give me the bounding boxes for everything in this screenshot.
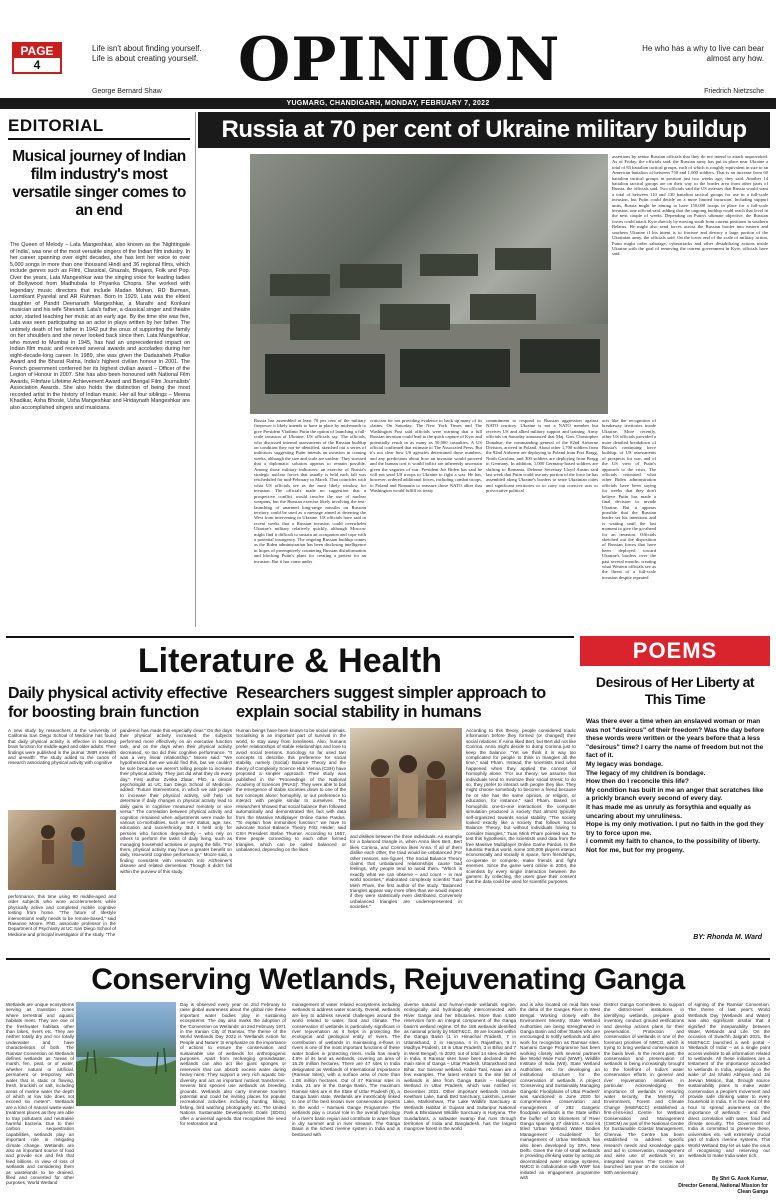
wetlands-col-2: Day is observed every year on 2nd February to raise global awareness about the global role these important water bodies play in sustaining ecosystems. The day also marks the adoption of the 'Convention on Wetlands' on 2nd February 1971 in the Iranian City of Ramsar. The theme of the World Wetlands Day 2022 is 'Wetlands Action for People and Nature' to emphasize on the importance of actions to ensure the conservation and sustainable use of wetlands for anthropogenic purposes. Apart from recharging groundwater, wetlands can also act like giant sponges or reservoirs that can absorb excess water during heavy rains. They support a very rich aquatic bio-diversity and act as important nutrient transformer. Several bird species use wetlands as breeding grounds. Wetlands also carry immense tourism potential and could be inviting places for popular recreational activities including hunting, hiking, fishing, bird watching photography etc. The United Nations Sustainable Development Goals (SDGs) offer a universal agenda that recognizes the need for restoration and bbox=[180, 1002, 286, 1126]
editorial-section-label: EDITORIAL bbox=[8, 116, 104, 135]
wetlands-headline: Conserving Wetlands, Rejuvenating Ganga bbox=[91, 963, 685, 996]
poems-box bbox=[580, 636, 770, 952]
lead-col-4-text: acts like the recognition of breakaway territories inside Ukraine. More recently, other US officials provided a more detailed breakdown of Russia's continuing force buildup, of US assessments of prospects for war, and of the US view of Putin's approach to the crisis. The officials reiterated what other Biden administration officials have been saying for weeks that they don't believe Putin has made a final decision to invade Ukraine. But it appears possible that the Russian leader set his intentions and is waiting until the last moment to give the go-ahead for an invasion. Officials sketched out the disposition of Russian forces that have been deployed toward Ukraine's borders over the past several months, creating what Western officials see as the threat of a full-scale invasion despite repeated bbox=[602, 418, 656, 580]
left-quote-line-1: Life isn't about finding yourself. bbox=[92, 44, 202, 53]
social-photo bbox=[350, 728, 462, 830]
lead-col-5-text: assertions by senior Russian officials that they do not intend to attack unprovoked. As of Friday, the officials said, the Russian army has put in place near Ukraine a total of 83 battalion tactical groups, each of which is roughly equivalent in size to an American battalion of between 750 and 1,000 soldiers. That is an increase from 60 battalion tactical groups in position just two weeks ago, they said. Another 14 battalion tactical groups are on their way to the border area from other parts of Russia, the officials said. Two officials said the US assesses that Russia would want a total of between 110 and 130 battalion tactical groups for use in a full-scale invasion, but Putin could decide on a more limited incursion. Including support units, Russia might be aiming to have 150,000 troops in place for a full-scale invasion, one official said, adding that the ongoing buildup could reach that level in the next couple of weeks. Depending on Putin's ultimate objective, the Russian forces could attack Kyiv directly by moving south from current positions in southern Belarus. He might also send forces across the Russian border into eastern and southern Ukraine if his intent is to fracture and destroy a large portion of the Ukrainian army, the officials said. On the lower end of the scale of military action, Putin might order sabotage, cyberattacks and other destabilizing actions inside Ukraine with the goal of removing the current government in Kyiv, officials have said. bbox=[612, 154, 768, 257]
right-quote-line-1: He who has a why to live can bear bbox=[642, 44, 764, 53]
poems-header bbox=[580, 636, 770, 666]
lead-col-2-text: criticism for not providing evidence to back up many of its claims. On Saturday, The New York Times and The Washington Post said officials were warning that a full Russian invasion could lead to the quick capture of Kyiv and potentially result in as many as 50,000 casualties. A US official confirmed that estimate to The Associated Press. But it's not clear how US agencies determined those numbers, and any predictions about how an invasion would proceed and the human cost it would inflict are inherently uncertain given the vagaries of war. President Joe Biden has said he will not send US troops to Ukraine to fight a war. He has, however, ordered additional forces, including combat troops, to Poland and Romania to reassure those NATO allies that Washington would fulfill its treaty bbox=[370, 418, 482, 494]
lead-story bbox=[198, 112, 770, 630]
masthead bbox=[0, 0, 776, 106]
wetlands-byline-2: Director General, National Mission for Clean Ganga bbox=[678, 1183, 768, 1195]
activity-col-2: pandemic has made this especially clear." On the days their physical activity increased, the subjects performed more effectively on an executive function task, and on the days when their physical activity decreased, so too did their cognitive performance. "It was a very linear relationship," Moore said. "We hypothesized that we would find this, but we couldn't be sure because we weren't telling people to increase their physical activity. They just did what they do every day." First author Zvinka Zlatar, PhD, a clinical psychologist at UC San Diego School of Medicine, added: "Future interventions, in which we ask people to increase their physical activity, will help us determine if daily changes in physical activity lead to daily gains in cognitive measured remotely or vice versa." The correlation between physical activity and cognition remained when adjustments were made for various co-morbidities, such as HIV status, age, sex, education and race/ethnicity. But it held only for persons who function dependently – who rely on others to perform the tasks of daily living, such as managing household activities or paying the bills. "For them, physical activity may have a greater benefit on daily, real-world cognitive performance," Moore said, a finding consistent with research into Alzheimer's disease and related dementias. Though it didn't fall within the purview of this study. bbox=[120, 728, 232, 874]
poem-line: My legacy was bondage. bbox=[586, 760, 663, 768]
dateline-bar bbox=[0, 98, 776, 109]
page-number-box bbox=[12, 42, 62, 74]
social-col-2: and dislikes between the three individuals. An example for a balanced triangle is, when Anna likes Bert, Bert likes Corinna, and Corinna likes Anna. If all of them dislike each other, the triad would be unbalanced (For other reasons, see figure). The Social Balance Theory claims that unbalanced relationships cause bad feelings, why people tend to avoid them. "Which is exactly what we can observe – and count – in real world societies," elaborated complexity scientist Tuan Minh Pham, the first author of the study. "Balanced triangles appear way more often than we would expect if they were statistically even distributed. Conversely unbalanced triangles are underrepresented in societies." bbox=[350, 834, 462, 910]
poem-line: Hope is my only motivation. I put no faith in the god they try to force upon me. bbox=[586, 821, 764, 837]
wetlands-col-1: Wetlands are unique ecosystems serving as transition zones where terrestrial and aquatic habitats meet. They are one of the freshwater habitats other than lakes, rivers etc. They are neither totally dry and nor totally underwater and have characteristics of both. The Ramsar Convention on Wetlands defines wetlands as "areas of marsh, fen, peat, or of water, whether natural or artificial, permanent or temporary with water that is static or flowing, fresh, brackish or salt, including areas of marine water the depth of which at low tide does not exceed six meters". Wetlands are a kind of natural waste-water treatment places as they are able to trap pollutants and neutralise harmful bacteria. Due to their carbon sequestration capabilities, wetlands play an important role in mitigating climate change. Wetlands are also an important source of food and provide rice and fish that feed billions. In view of loss of wetlands and considering them as wastelands to be drained, filled and converted for other purposes, World Wetland bbox=[6, 1002, 74, 1186]
poem-body bbox=[586, 718, 766, 856]
editorial-column bbox=[6, 112, 192, 632]
social-col-3: According to this theory, people considered triadic information before they formed (or changed) their social relations: If Anna liked Bert, but Bert did not like Corinna, Anna might decide to dump Corinna just to keep the balance. "Yet we think it is way too complicated for people to think in triangles all the time," said Pham. Instead, the scientists tried what happened when they applied the concept of homophily alone. "For our theory, we assume that individuals tend to minimize their social stress: to do so, they prefer to interact with people they like. They might choose somebody to become a friend because he or she has the same opinion, or religion, or education, for instance," said Pham. Based on homophilic one-to-one interactions, the computer simulation produced a society that almost typically self-organized towards social stability. "The society looked exactly like a society that follows Social Balance Theory, but without individuals having to consider triangles," Tuan Minh Pham pointed out. To test this hypothesis, the scientists used data from the free Massive Multiplayer Online Game Pardus. In the futuristic Pardus world, some 100,000 players interact economically and socially in space, form friendships, co-operate or compete, make friends and fight enemies. Since the game went online in 2004, the scientists by every single interaction between the gamers; by collecting, the users gave their consent that the data could be used for scientific purposes. bbox=[466, 728, 576, 885]
article-activity bbox=[6, 684, 232, 954]
right-quote-author: Friedrich Nietzsche bbox=[704, 88, 764, 95]
left-quote-author: George Bernard Shaw bbox=[92, 88, 162, 95]
activity-headline: Daily physical activity effective for boosting brain function bbox=[8, 685, 228, 721]
page-title: OPINION bbox=[238, 25, 561, 95]
wetlands-col-5: and is also located on mud flats near the delta of the Ganges River in West Bengal. Working closely with the Environment Ministry, State Wetland Authorities are being strengthened in Ganga Basin and other States who are encouraged to notify wetlands and also work for recognition as Ramsar sites. Namami Gange Programme has been working closely with several partners like World Wide Fund (WWF), Wildlife Institute of India (WII), State Wetland Authorities etc. for developing an institutional structure for the conservation of wetlands. A project 'Conserving and Sustainably Managing Gangetic Floodplains of Uttar Pradesh' was sanctioned in June 2020 for comprehensive conservation and management of 282 Gangetic floodplain wetlands in the State within the buffer of 10 kilometers of River Ganga spanning 27 districts. A tool kit titled 'Urban Wetland Water Bodies Management Guidelines' for management of Urban Wetlands has also been developed by SPA, New Delhi. Given the role of small wetlands in providing drinking water by acting as decentralized water storage systems, NMCG in collaboration with WWF has initiated an engagement programme with bbox=[520, 1002, 600, 1180]
activity-col-1: A new study by researchers at the University of California San Diego School of Medicine has found that daily physical activity is effective in boosting brain function for middle-aged and older adults. Their findings were published in the journal 'JMIR mHealth and uHealth'. The study added to the canon of research associating physical activity with cognitive bbox=[8, 728, 116, 766]
poem-line: Was there ever a time when an enslaved woman or man was not "desirous" of their freedom? Was the day before these words were written or the years before that a less "desirous" time? I carry the name of freedom but not the fact of it. bbox=[586, 718, 765, 760]
poem-line: The legacy of my children is bondage. bbox=[586, 769, 706, 777]
group-photo-illustration bbox=[350, 728, 462, 830]
editorial-headline: Musical journey of Indian film industry's most versatile singer comes to an end bbox=[12, 148, 186, 219]
lh-banner bbox=[6, 636, 574, 682]
runners-illustration bbox=[8, 810, 116, 890]
wetlands-article bbox=[6, 962, 770, 1200]
column-divider bbox=[195, 112, 196, 627]
dateline: YUGMARG, CHANDIGARH, MONDAY, FEBRUARY 7, 2022 bbox=[286, 100, 490, 107]
editorial-body: The Queen of Melody – Lata Mangeshkar, also known as the 'Nightingale of India', was one of the most versatile singers of the Indian film industry. In her career spanning over eight decades, she has lent her voice to over 5,000 songs in more than one thousand Hindi and 36 regional films, which include genres such as Filmi, Classical, Ghazals, Bhajans, Folk and Pop. Over the years, Lata Mangeshkar was the singing voice for leading ladies of Bollywood from Madhubala to Priyanka Chopra. She worked with legendary music directors that include Madan Mohan, RD Burman, Laxmikant Pyarelal and AR Rahman. Born in 1929, Lata was the eldest daughter of Pandit Deenanath Mangeshkar, a Marathi and Konkani musician and his wife Shevanti. Lata's father, a classical singer and theatre actor, started teaching her music at an early age. By the time she was five, Lata was seen participating as an actor in plays written by her father. The untimely death of her father in 1942 put the onus of supporting the family on her shoulders and she never looked back since then. Lata Mangeshkar, who moved to Mumbai in 1945, has had an unprecedented impact on Indian film music and received several awards and accolades during her eight-decade-long career. In 1989, she was given the Dadasaheb Phalke Award and the Bharat Ratna, India's highest civilian honour in 2001. The French government conferred her its highest civilian award – Officer of the Legion of Honour in 2007. She has also been honoured with National Film Awards, Filmfare Lifetime Achievement Award and Bengal Film Journalists' Association Awards. She also holds the distinction of being the most recorded artist in the history of Indian music. Her all four siblings – Meena Khadikar, Asha Bhosle, Usha Mangeshkar and Hridaynath Mangeshkar are also accomplished singers and musicians. bbox=[10, 242, 190, 411]
poem-byline: BY: Rhonda M. Ward bbox=[693, 934, 762, 941]
lead-headline: Russia at 70 per cent of Ukraine military buildup bbox=[221, 116, 747, 143]
poem-line: My condition has built in me an anger that scratches like a prickly branch every second of every day. bbox=[586, 786, 764, 803]
wetlands-byline-1: By Shri G. Asok Kumar, bbox=[712, 1176, 768, 1182]
wetlands-col-3: management of water related ecosystems including wetlands to address water scarcity. Overall, wetlands are key to address several challenges around the world related to water, food and climate. The conservation of wetlands is particularly significant in river rejuvenation as it helps in protecting the ecological and geological entity of rivers. The contribution of wetlands in maintaining e-flows in rivers is one of the most important functions of these water bodies in protecting rivers. India has nearly 4.6% of its land as wetlands, covering an area of 15.26 million hectares. There are 47 sites in India designated as Wetlands of International Importance (Ramsar Sites), with a surface area of more than 1.08 million hectares. Out of 47 Ramsar sites in India, 21 are in the Ganga Basin. The maximum Ramsar sites are in the State of Uttar Pradesh (8), a Ganga basin state. Wetlands are inextricably linked to one of the best known river conservation projects in the world – Namami Gange Programme. The wetlands play a crucial role in the overall hydrology of a river's basin region and contribute to water flows in dry summer and in river streams. The Ganga Basin is the richest riverine system in India and is bestowed with bbox=[292, 1002, 400, 1137]
wetlands-col-4: diverse natural and human-made wetlands regime, ecologically and hydrologically interconnected with River Ganga and her tributaries. More than 4,500 reservoirs form an integral component of the Ganga basin's wetland regime. Of the 186 wetlands identified as national priority by MoEF&CC, 49 are located within the Ganga Basin (1 in Himachal Pradesh, 7 in Uttarakhand, 2 in Haryana, 4 in Rajasthan, 9 in Madhya Pradesh, 16 in Uttar Pradesh, 3 in Bihar and 7 in West Bengal). In 2020, out of total 14 sites declared in India, 8 Ramsar sites have been declared in the main stem of Ganga – Uttar Pradesh, Uttarakhand and Bihar. Sur Sarovar wetland, Kabar Taal, Asaan are a few examples. The latest entrant to the site list of wetlands is also from Ganga Basin – Haiderpur Wetland in Uttar Pradesh, which was notified in December 2021. Other important wetlands include Keetham Lake, Sandi Bird Sanctuary, Lakshmi, Lesser Lake, Markeshwar, The Lake Wildlife Sanctuary & Wetlands Habitat in Gujarat and Sultanpur National Park & Bhindawas Wildlife Sanctuary in Haryana. The Sundarbans, a saltwater swamp that runs through territories of India and Bangladesh, has the largest mangrove forest in the world bbox=[404, 1002, 516, 1132]
lh-banner-title: Literature & Health bbox=[137, 642, 443, 680]
poems-section-label: POEMS bbox=[632, 638, 718, 663]
lead-photo bbox=[250, 154, 608, 414]
left-quote-line-2: Life is about creating yourself. bbox=[92, 54, 199, 63]
article-social bbox=[236, 684, 576, 954]
poem-title: Desirous of Her Liberty at This Time bbox=[595, 674, 755, 707]
right-quote-line-2: almost any how. bbox=[706, 54, 764, 63]
lead-col-3-text: commitment to respond to Russian aggression against NATO territory. Ukraine is not a NATO member but receives US and allied military support and training. Army officials on Saturday announced that Maj. Gen. Christopher Donahue, the commanding general of the 82nd Airborne Division, arrived in Poland. About other 1,700 soldiers from the 82nd Airborne are deploying to Poland from Fort Bragg, North Carolina, and 300 soldiers are deploying from Bragg to Germany. In addition, 1,000 Germany-based soldiers are shifting to Romania. Defense Secretary Lloyd Austin said last week that Putin could use any portion of the force he has assembled along Ukraine's borders to seize Ukrainian cities and significant territories or to carry out coercive acts or provocative political bbox=[486, 418, 598, 494]
poem-line: How then do I reconcile this life? bbox=[586, 778, 689, 786]
tank-column-illustration bbox=[250, 154, 608, 414]
lead-headline-bar bbox=[198, 112, 770, 148]
social-headline: Researchers suggest simpler approach to explain social stability in humans bbox=[236, 684, 546, 721]
page-number: 4 bbox=[33, 58, 41, 72]
wetland-illustration bbox=[76, 1002, 176, 1106]
activity-photo bbox=[8, 810, 116, 890]
poem-line: It has made me as unruly as forsythia and equally as uncaring about my unruliness. bbox=[586, 803, 751, 820]
activity-col-1b: performance, this time using 90 middle-aged and older subjects who wore accelerometers while physically active and completed mobile cognitive testing from home. "The future of lifestyle interventions really needs to be remote-based," said Raeanne Moore, PhD, associate professor in the Department of Psychiatry at UC San Diego School of Medicine and principal investigator of the study. "The bbox=[8, 894, 116, 937]
lead-col-1-text: Russia has assembled at least 70 per cent of the military firepower it likely intends to have in place by mid-month to give President Vladimir Putin the option of launching a full-scale invasion of Ukraine, US officials say. The officials, who discussed internal assessments of the Russian buildup on condition they not be identified, sketched out a series of indicators suggesting Putin intends an invasion in coming weeks, although the size and scale are unclear. They stressed that a diplomatic solution appears to remain possible. Among those military indicators: an exercise of Russia's strategic nuclear forces that usually is held each fall was rescheduled for mid-February to March. That coincides with what US officials see as the most likely window for invasion. The officials made no suggestion that a prospective conflict would involve the use of nuclear weapons, but the Russian exercise likely involving the test-launching of unarmed long-range missiles on Russian territory could be used as a message aimed at deterring the West from intervening in Ukraine. US officials have said in recent weeks that a Russian invasion could overwhelm Ukraine's military relatively quickly, although Moscow might find it difficult to sustain an occupation and cope with a potential insurgency. The ongoing Russian buildup comes as the Biden administration has been disclosing intelligence in hopes of preemptively countering Russian disinformation and blocking Putin's plans for creating a pretext for an invasion. But it has come under bbox=[254, 418, 366, 564]
editorial-rule bbox=[8, 138, 190, 140]
wetlands-rule bbox=[6, 958, 770, 960]
social-col-1: Human beings have been known to be social animals. Socialising is an important part of survival in the world, to stay away from loneliness. Also, humans prefer relationships of stable relationships and love to avoid social tensions. Sociology so far used two concepts to describe this preference for social stability, namely (Social) Balance Theory and the theory of Complexity Science Hub Vienna (CSH) have proposed a simpler approach. Their study was published in the 'Proceedings of the National Academy of Sciences (PNAS)'. They were able to boil the emergence of stable societies down to one of the two concepts alone: homophily, or our preference to interact with people similar to ourselves. The researchers showed that social balance then followed automatically and demonstrated this fact with data from the Massive Multiplayer Online Game Pardus. "To explain how immunities function," we have to advocate Social Balance Theory Fritz Heider, said CSH President Stefan Thurner. According to 1957, three people connecting to each other formed triangles, which can be called balanced or unbalanced, depending on the likes bbox=[236, 728, 346, 852]
wetlands-col-6: District Ganga Committees to support the district-level institutions in identifying wetlands, prepare good inventory, conduct ground verifications and develop actions plans for their preservation. Protection and conservation of wetlands is one of the foremost priorities of NMCG, which is trying to bring wetland conservation to the basin level. In the recent past, the conservation and preservation of wetlands is being increasingly brought to the forefront of India's water conservation efforts in general and river rejuvenation initiatives in particular. Acknowledging the importance of wetlands in ensuring water security, the Ministry of Environment, Forest and Climate Change (MoEF&CC) established a first-of-its-kind Centre for Wetland Conservation and Management (CWCM) as part of the National Centre for Sustainable Coastal Management, Chennai. The Centre has been established to address specific research needs and knowledge gaps and aid in conservation, management and wise use of wetlands in an integrated manner. The Centre was launched last year on the occasion of 50th anniversary bbox=[604, 1002, 684, 1175]
wetlands-col-7: of signing of the Ramsar Convention. The theme of last year's World Wetlands Day (Wetlands and Water) was also significant insofar that it signified the inseparability between Water, Wetlands and Life. On the occasion of Swachh Jalgrah 2021, the MoEF&CC launched a web portal – 'Wetlands of India' – as a single point access website to all information related to wetlands. All these initiatives are a testament of the importance accorded to wetlands in India, especially in the wake of Jal Shakti Abhiyan and Jal Jeevan Mission, that, through source sustainability plans to make water conservation a people's movement and provide safe drinking water to every household in India. It is the need of the hour to spread awareness on the importance of wetlands – and their direct correlation with water, food and climate security. The Government of India is committed to preserve these, universities etc. will extremely crucial part of India's riverine systems. This World Wetland Day let us take the onus of recognising and reserving our wetlands to make India water rich. bbox=[688, 1002, 770, 1159]
wetlands-photo bbox=[76, 1002, 176, 1106]
page-label: PAGE bbox=[14, 44, 60, 58]
poem-line: I commit my faith to chance, to the possibility of liberty. Not for me, but for my progeny. bbox=[586, 838, 760, 854]
